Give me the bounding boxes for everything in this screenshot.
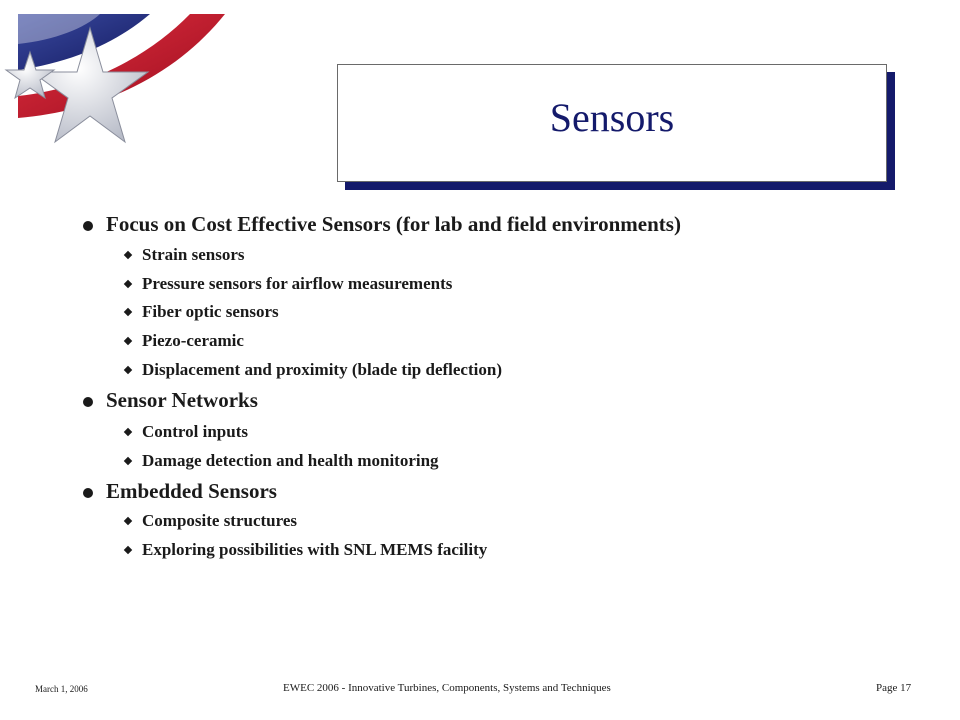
- sub-bullet-text: Damage detection and health monitoring: [142, 451, 439, 470]
- footer-date: March 1, 2006: [35, 684, 88, 694]
- bullet-1-text: Focus on Cost Effective Sensors (for lab and field environments): [106, 212, 681, 236]
- footer-conference: EWEC 2006 - Innovative Turbines, Components, Systems and Techniques: [283, 682, 611, 694]
- diamond-bullet-icon: [124, 337, 132, 345]
- diamond-bullet-icon: [124, 546, 132, 554]
- sub-bullet-text: Composite structures: [142, 511, 298, 530]
- bullet-dot-icon: [83, 397, 93, 407]
- diamond-bullet-icon: [124, 280, 132, 288]
- diamond-bullet-icon: [124, 457, 132, 465]
- diamond-bullet-icon: [124, 251, 132, 259]
- diamond-bullet-icon: [124, 366, 132, 374]
- sub-bullet-text: Displacement and proximity (blade tip deflection): [142, 360, 502, 379]
- slide-title: Sensors: [549, 94, 675, 140]
- diamond-bullet-icon: [124, 517, 132, 525]
- sub-bullet-text: Fiber optic sensors: [142, 302, 279, 321]
- sub-bullet-text: Strain sensors: [142, 245, 245, 264]
- footer-page-number: Page 17: [876, 682, 912, 694]
- sub-bullet-text: Exploring possibilities with SNL MEMS facility: [142, 540, 488, 559]
- bullet-dot-icon: [83, 221, 93, 231]
- sub-bullet-text: Piezo-ceramic: [142, 331, 244, 350]
- diamond-bullet-icon: [124, 428, 132, 436]
- sub-bullet-text: Control inputs: [142, 422, 248, 441]
- diamond-bullet-icon: [124, 308, 132, 316]
- bullet-2-text: Sensor Networks: [106, 388, 258, 412]
- bullet-dot-icon: [83, 488, 93, 498]
- bullet-3-text: Embedded Sensors: [106, 479, 277, 503]
- sub-bullet-text: Pressure sensors for airflow measurements: [142, 274, 453, 293]
